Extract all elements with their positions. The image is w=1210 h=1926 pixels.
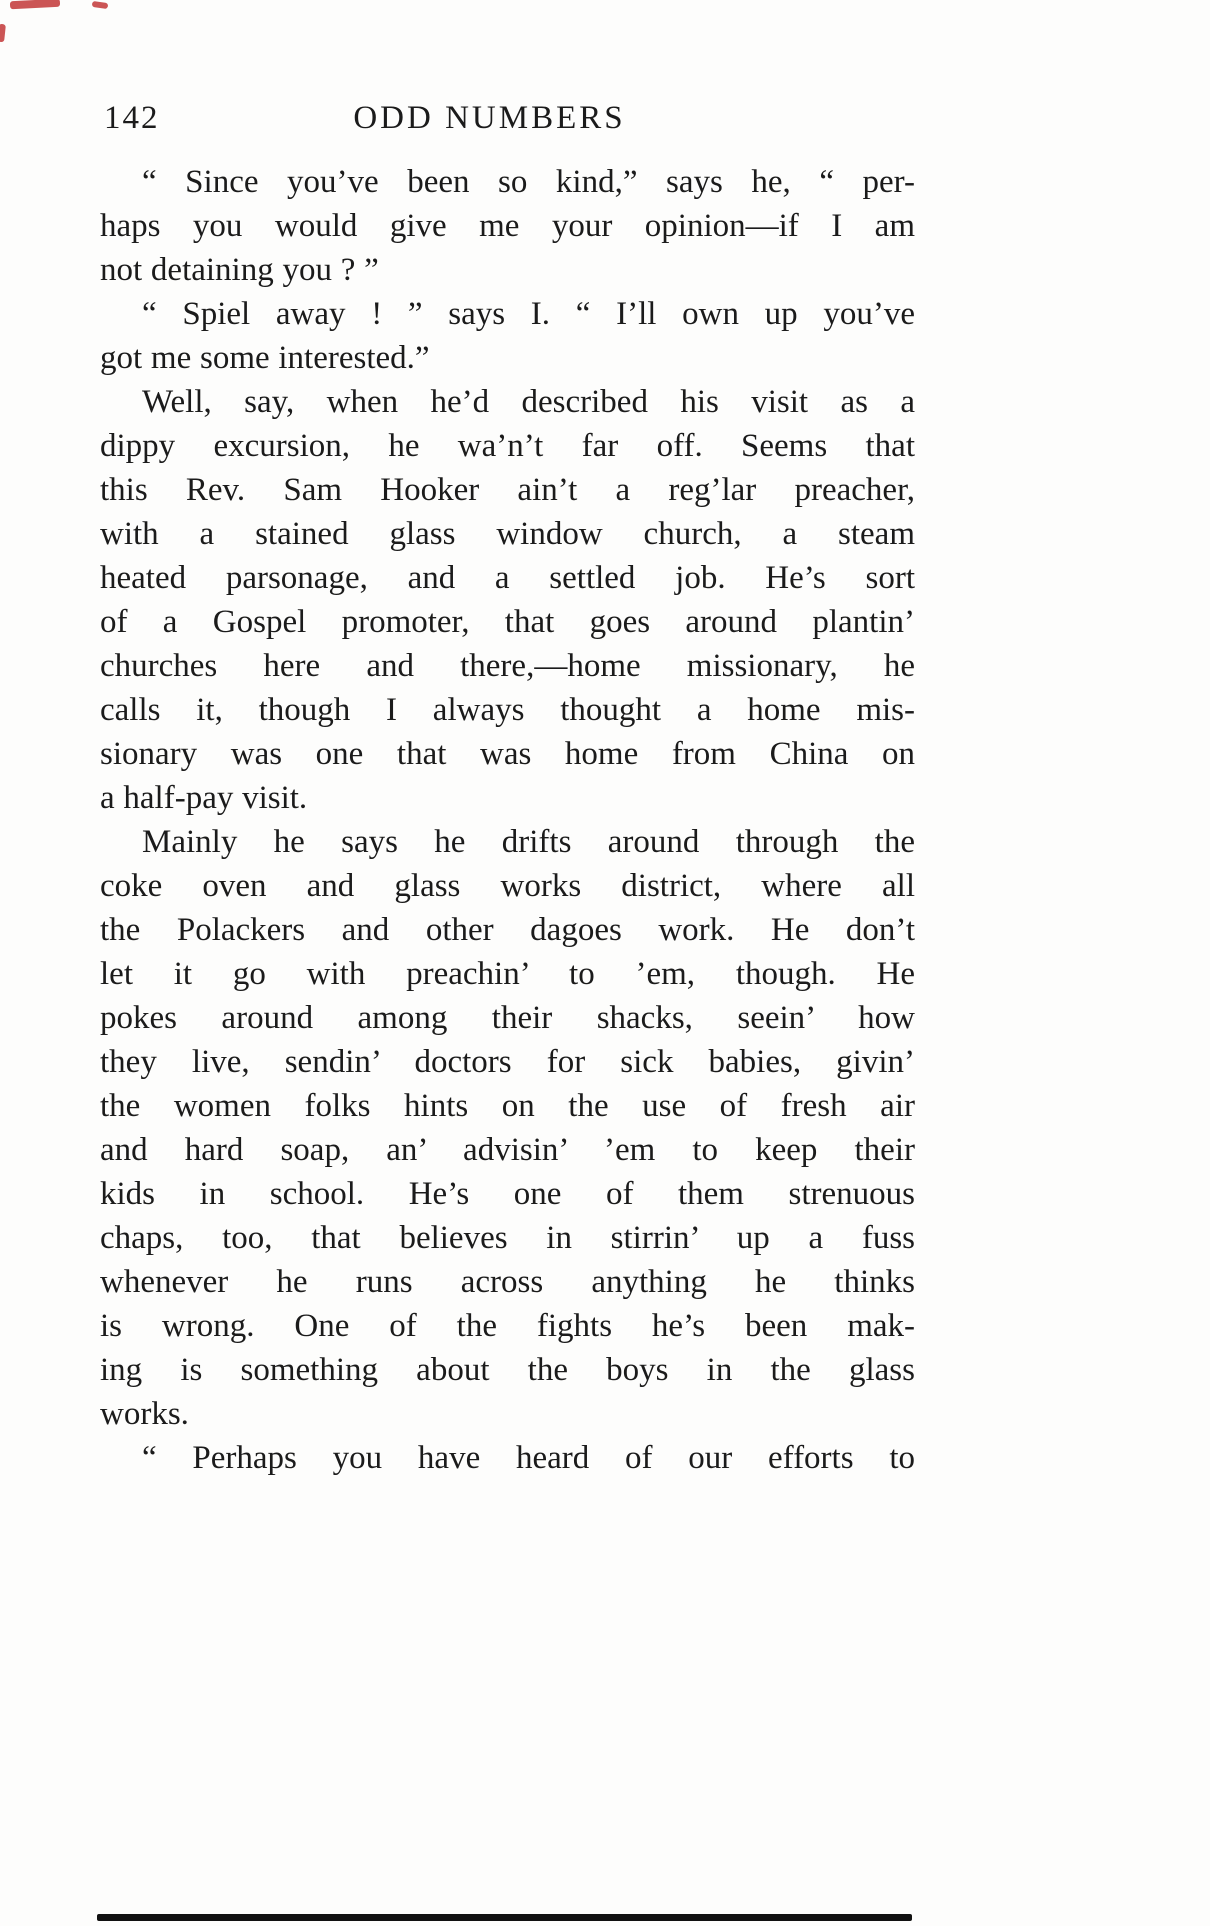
text-line: with a stained glass window church, a steam bbox=[100, 516, 915, 552]
red-ink-mark-artifact bbox=[0, 24, 6, 43]
text-line: a half-pay visit. bbox=[100, 780, 308, 816]
bottom-rule-artifact bbox=[97, 1914, 912, 1921]
text-line: sionary was one that was home from China on bbox=[100, 736, 915, 772]
page-body bbox=[100, 160, 915, 1480]
text-line: dippy excursion, he wa’n’t far off. Seems that bbox=[100, 428, 915, 464]
text-line: let it go with preachin’ to ’em, though. He bbox=[100, 956, 915, 992]
text-line: got me some interested.” bbox=[100, 340, 430, 376]
text-line: the women folks hints on the use of fresh air bbox=[100, 1088, 915, 1124]
text-line: this Rev. Sam Hooker ain’t a reg’lar preacher, bbox=[100, 472, 915, 508]
text-line: whenever he runs across anything he thinks bbox=[100, 1264, 915, 1300]
text-line: “ Since you’ve been so kind,” says he, “ per- bbox=[142, 164, 915, 200]
text-line: haps you would give me your opinion—if I am bbox=[100, 208, 915, 244]
text-line: “ Spiel away ! ” says I. “ I’ll own up you’ve bbox=[142, 296, 915, 332]
paragraph bbox=[100, 1436, 915, 1480]
paragraph bbox=[100, 160, 915, 292]
text-line: coke oven and glass works district, where all bbox=[100, 868, 915, 904]
text-line: of a Gospel promoter, that goes around plantin’ bbox=[100, 604, 915, 640]
paragraph bbox=[100, 292, 915, 380]
text-line: not detaining you ? ” bbox=[100, 252, 379, 288]
text-line: and hard soap, an’ advisin’ ’em to keep their bbox=[100, 1132, 915, 1168]
text-line: chaps, too, that believes in stirrin’ up a fuss bbox=[100, 1220, 915, 1256]
text-line: pokes around among their shacks, seein’ how bbox=[100, 1000, 915, 1036]
page-number: 142 bbox=[104, 100, 160, 136]
text-line: works. bbox=[100, 1396, 189, 1432]
red-ink-mark-artifact bbox=[92, 1, 109, 9]
text-line: they live, sendin’ doctors for sick babies, givin’ bbox=[100, 1044, 915, 1080]
text-line: Well, say, when he’d described his visit as a bbox=[142, 384, 915, 420]
text-line: is wrong. One of the fights he’s been mak- bbox=[100, 1308, 915, 1344]
text-line: heated parsonage, and a settled job. He’s sort bbox=[100, 560, 915, 596]
text-line: the Polackers and other dagoes work. He don’t bbox=[100, 912, 915, 948]
paragraph bbox=[100, 820, 915, 1436]
page-header bbox=[100, 96, 915, 140]
text-line: churches here and there,—home missionary, he bbox=[100, 648, 915, 684]
text-line: Mainly he says he drifts around through the bbox=[142, 824, 915, 860]
text-line: calls it, though I always thought a home mis- bbox=[100, 692, 915, 728]
paragraph bbox=[100, 380, 915, 820]
text-line: kids in school. He’s one of them strenuous bbox=[100, 1176, 915, 1212]
text-line: “ Perhaps you have heard of our efforts to bbox=[142, 1440, 915, 1476]
text-line: ing is something about the boys in the glass bbox=[100, 1352, 915, 1388]
running-title: ODD NUMBERS bbox=[353, 100, 626, 136]
text-column bbox=[100, 96, 915, 1480]
red-ink-mark-artifact bbox=[10, 0, 60, 9]
